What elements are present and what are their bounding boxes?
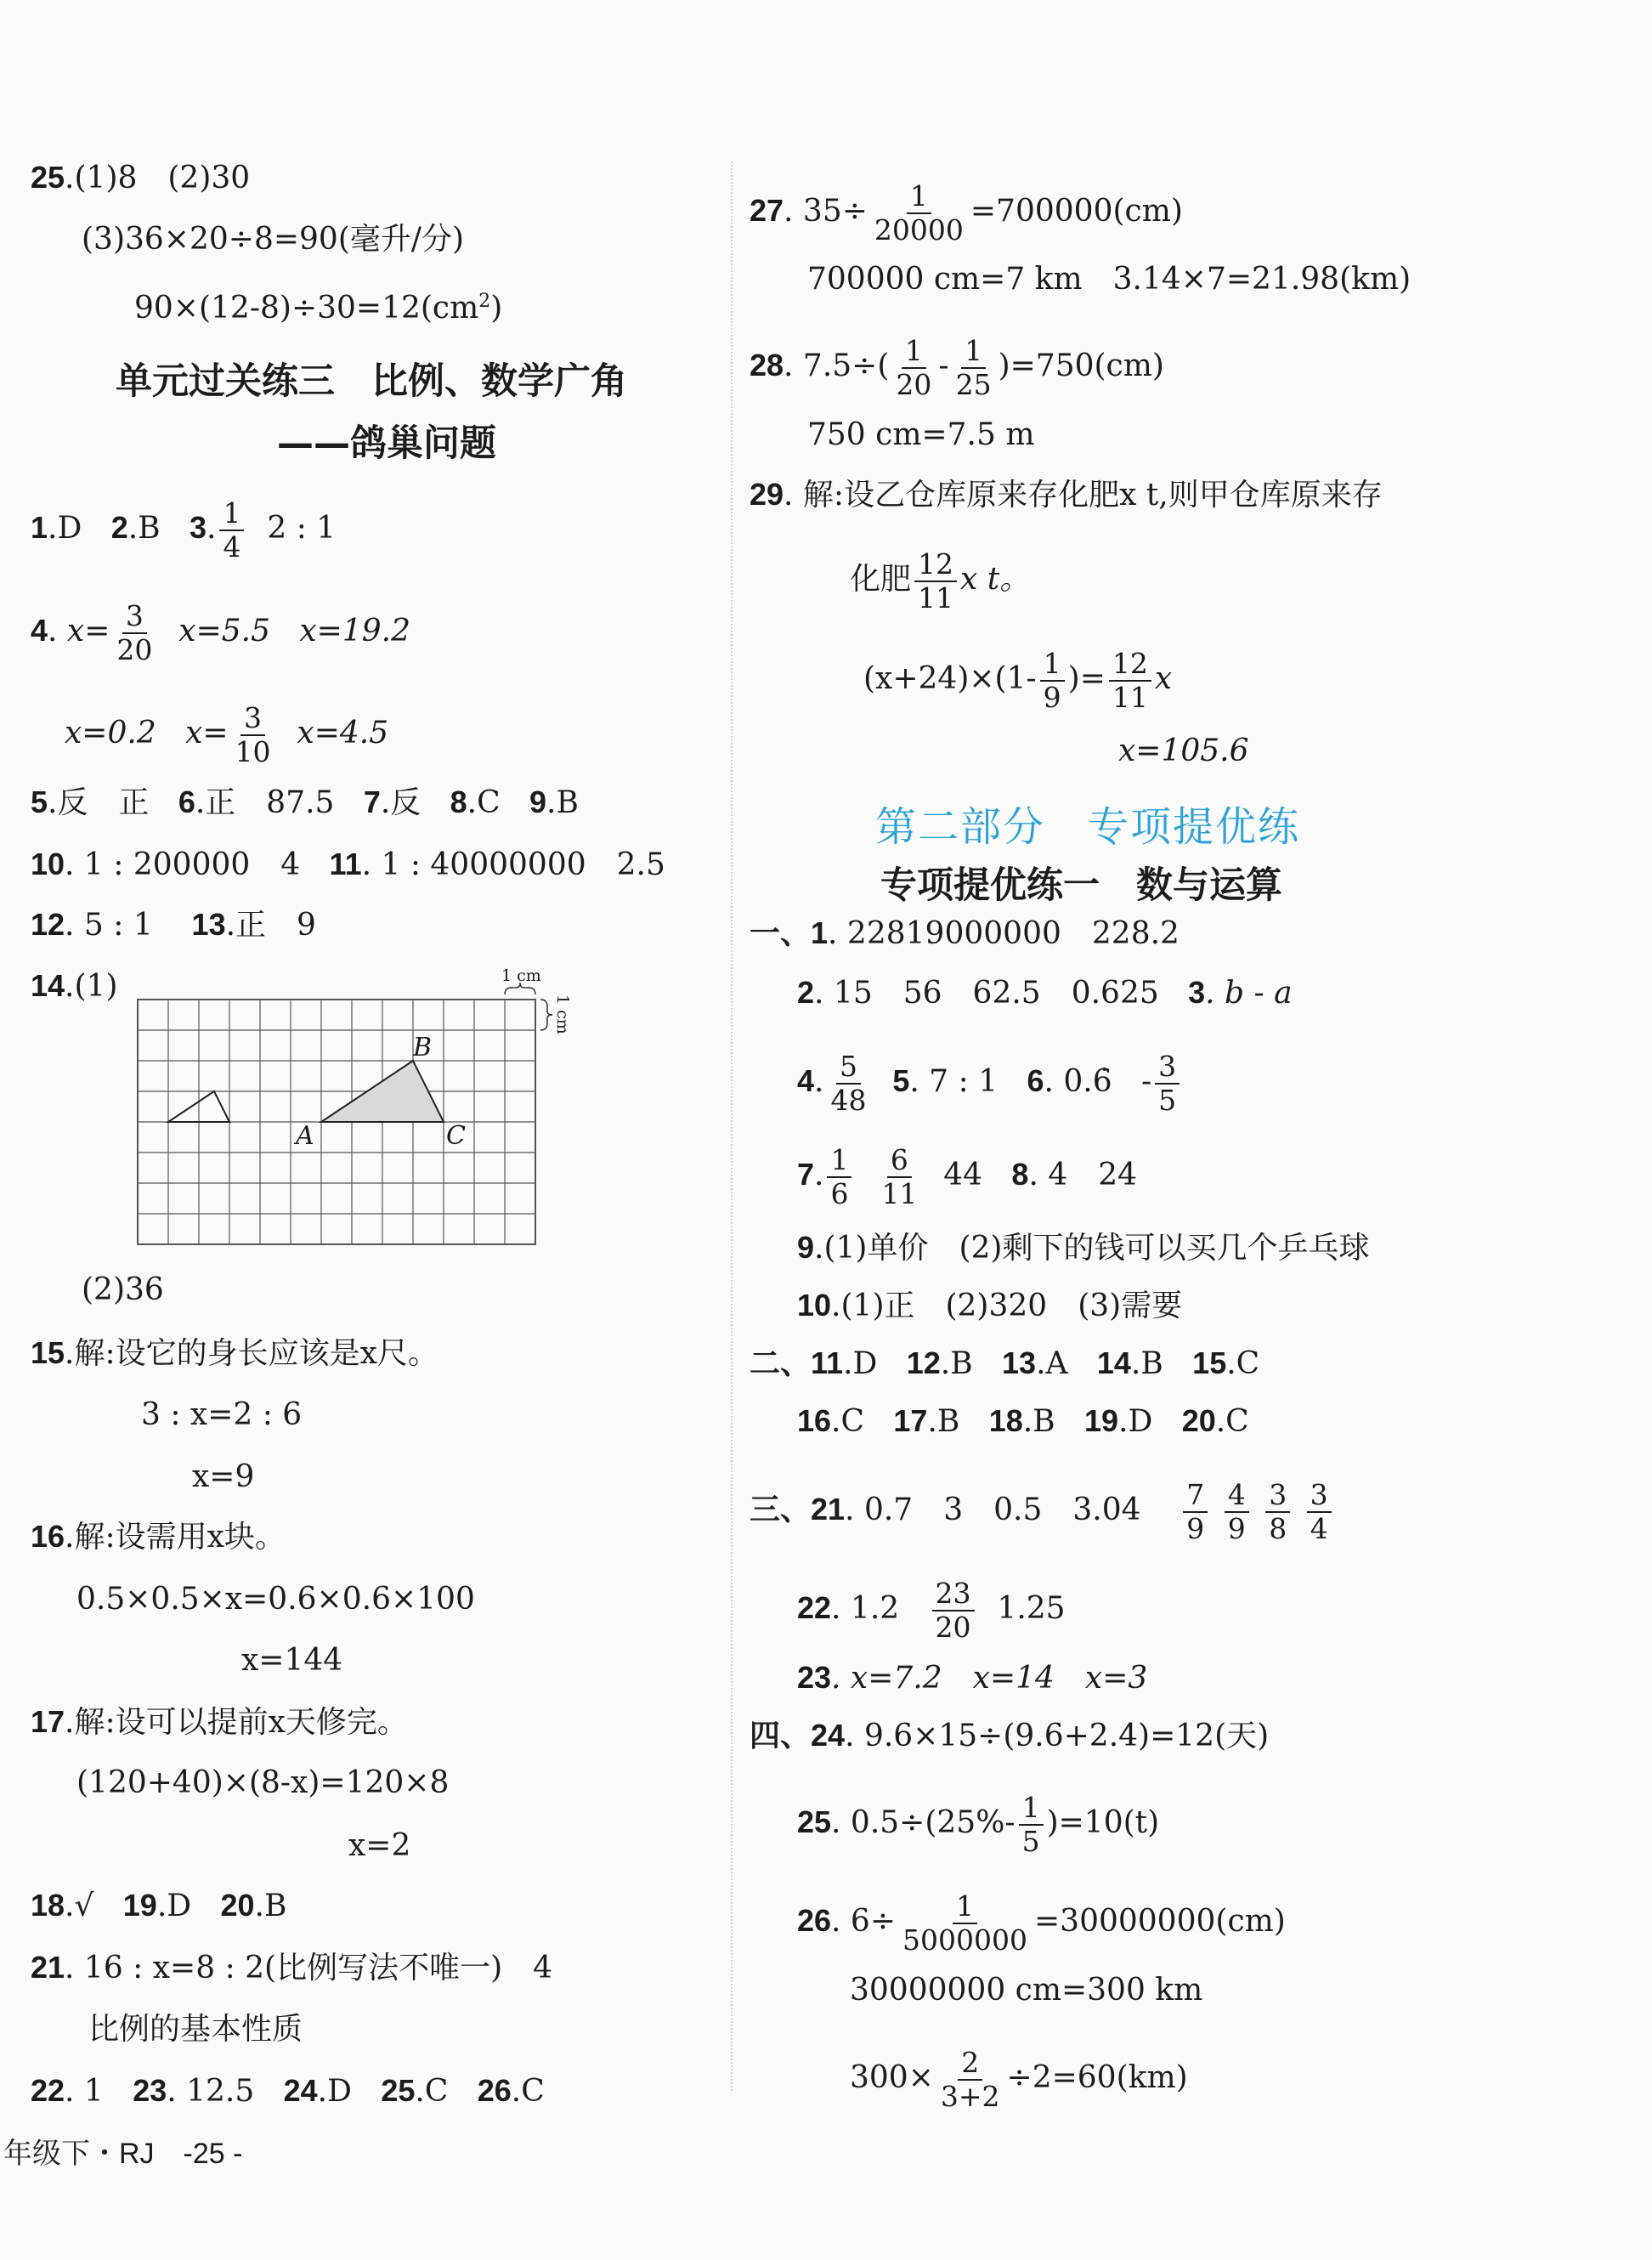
answer-21: 21. 16 : x=8 : 2(比例写法不唯一) 4 [31,1950,553,1985]
answer-29-line3: (x+24)×(1- $\frac{1}{9}$ )= $\frac{12}{11}$ x [863,647,1173,714]
label-c: C [446,1121,466,1151]
answer-16: 16.解:设需用x块。 [31,1519,286,1555]
answer-10-11: 10. 1 : 200000 4 11. 1 : 40000000 2.5 [31,847,665,882]
answer-4-line1: 4. x= $\frac{3}{20}$ x=5.5 x=19.2 [31,599,410,666]
scale-label-vertical: 1 cm [553,994,572,1034]
label-a: A [296,1121,314,1151]
fraction: $\frac{1}{4}$ [219,497,244,564]
answer-1-3: 1.D 2.B 3. $\frac{1}{4}$ 2 : 1 [31,496,337,564]
answer-s11-15: 二、11.D 12.B 13.A 14.B 15.C [750,1345,1260,1381]
answer-5-9: 5.反 正 6.正 87.5 7.反 8.C 9.B [31,784,579,820]
scale-brace-vertical [540,1000,552,1030]
section-subtitle: ——鸽巢问题 [277,422,496,465]
answer-16-line2: 0.5×0.5×x=0.6×0.6×100 [76,1582,475,1617]
label-b: B [413,1033,433,1062]
answer-s21: 三、21. 0.7 3 0.5 3.04 $\frac{7}{9}$ $\frac{4}{9}$ $\frac{3}{8}$ $\frac{3}{4}$ [750,1479,1335,1545]
answer-29: 29. 解:设乙仓库原来存化肥x t,则甲仓库原来存 [750,477,1383,513]
answer-14-part2: (2)36 [82,1272,164,1307]
answer-18-20: 18.√ 19.D 20.B [31,1888,287,1923]
section-title: 单元过关练三 比例、数学广角 [116,360,627,403]
answer-4-line2: x=0.2 x= $\frac{3}{10}$ x=4.5 [65,701,389,768]
part-title: 第二部分 专项提优练 [875,803,1301,851]
answer-21-line2: 比例的基本性质 [88,2012,303,2047]
answer-s1: 一、1. 22819000000 228.2 [750,915,1180,951]
answer-28: 28. 7.5÷( $\frac{1}{20}$ - $\frac{1}{25}$ )=750(cm) [750,334,1164,401]
answer-14: 14.(1) [31,968,118,1004]
answer-25-line2: (3)36×20÷8=90(毫升/分) [82,222,465,257]
answer-s16-20: 16.C 17.B 18.B 19.D 20.C [797,1403,1249,1439]
answer-28-line2: 750 cm=7.5 m [807,417,1035,452]
grid-figure [127,966,572,1258]
answer-25-line3: $90\times(12-8)\div 30=12(cm^2)$ [134,291,503,326]
scale-label-horizontal: 1 cm [501,966,541,985]
answer-16-line3: x=144 [241,1643,343,1678]
answer-12-13: 12. 5 : 1 13.正 9 [31,907,316,943]
answer-22-26: 22. 1 23. 12.5 24.D 25.C 26.C [31,2073,545,2109]
page-footer: 年级下・RJ -25 - [3,2138,243,2170]
answer-15: 15.解:设它的身长应该是x尺。 [31,1335,438,1371]
answer-s26-line2: 30000000 cm=300 km [850,1973,1203,2008]
answer-s2-3: 2. 15 56 62.5 0.625 3. b - a [797,975,1293,1011]
answer-s4-6: 4. $\frac{5}{48}$ 5. 7 : 1 6. 0.6̇ - $\frac{3}{5}$ [797,1051,1183,1117]
answer-17-line2: (120+40)×(8-x)=120×8 [76,1765,450,1800]
answer-15-line3: x=9 [192,1459,255,1494]
answer-25: 25.(1)8 (2)30 [31,160,251,195]
answer-15-line2: 3 : x=2 : 6 [141,1397,303,1432]
answer-s26: 26. 6÷ $\frac{1}{5000000}$ =30000000(cm) [797,1889,1286,1957]
answer-s9: 9.(1)单价 (2)剩下的钱可以买几个乒乓球 [797,1230,1370,1266]
answer-29-line2: 化肥 $\frac{12}{11}$ x t。 [850,547,1031,615]
answer-s22: 22. 1.2 $\frac{23}{20}$ 1.25 [797,1577,1066,1644]
answer-27: 27. 35÷ $\frac{1}{20000}$ =700000(cm) [750,179,1183,246]
part-subtitle: 专项提优练一 数与运算 [880,864,1282,907]
answer-17: 17.解:设可以提前x天修完。 [31,1704,408,1740]
answer-s25: 25. 0.5÷(25%- $\frac{1}{5}$ )=10(t) [797,1791,1160,1858]
answer-s24: 四、24. 9.6×15÷(9.6+2.4)=12(天) [750,1718,1270,1753]
answer-s26-line3: 300× $\frac{2}{3+2}$ ÷2=60(km) [850,2046,1188,2113]
answer-17-line3: x=2 [348,1828,411,1863]
answer-27-line2: 700000 cm=7 km 3.14×7=21.98(km) [807,262,1412,297]
answer-s23: 23. x=7.2 x=14 x=3 [797,1660,1148,1696]
answer-29-line4: x=105.6 [1118,734,1249,768]
answer-s7-8: 7. $\frac{1}{6}$ $\frac{6}{11}$ 44 8. 4 24 [797,1143,1138,1210]
column-divider [731,161,733,2091]
answer-s10: 10.(1)正 (2)320 (3)需要 [797,1288,1183,1323]
